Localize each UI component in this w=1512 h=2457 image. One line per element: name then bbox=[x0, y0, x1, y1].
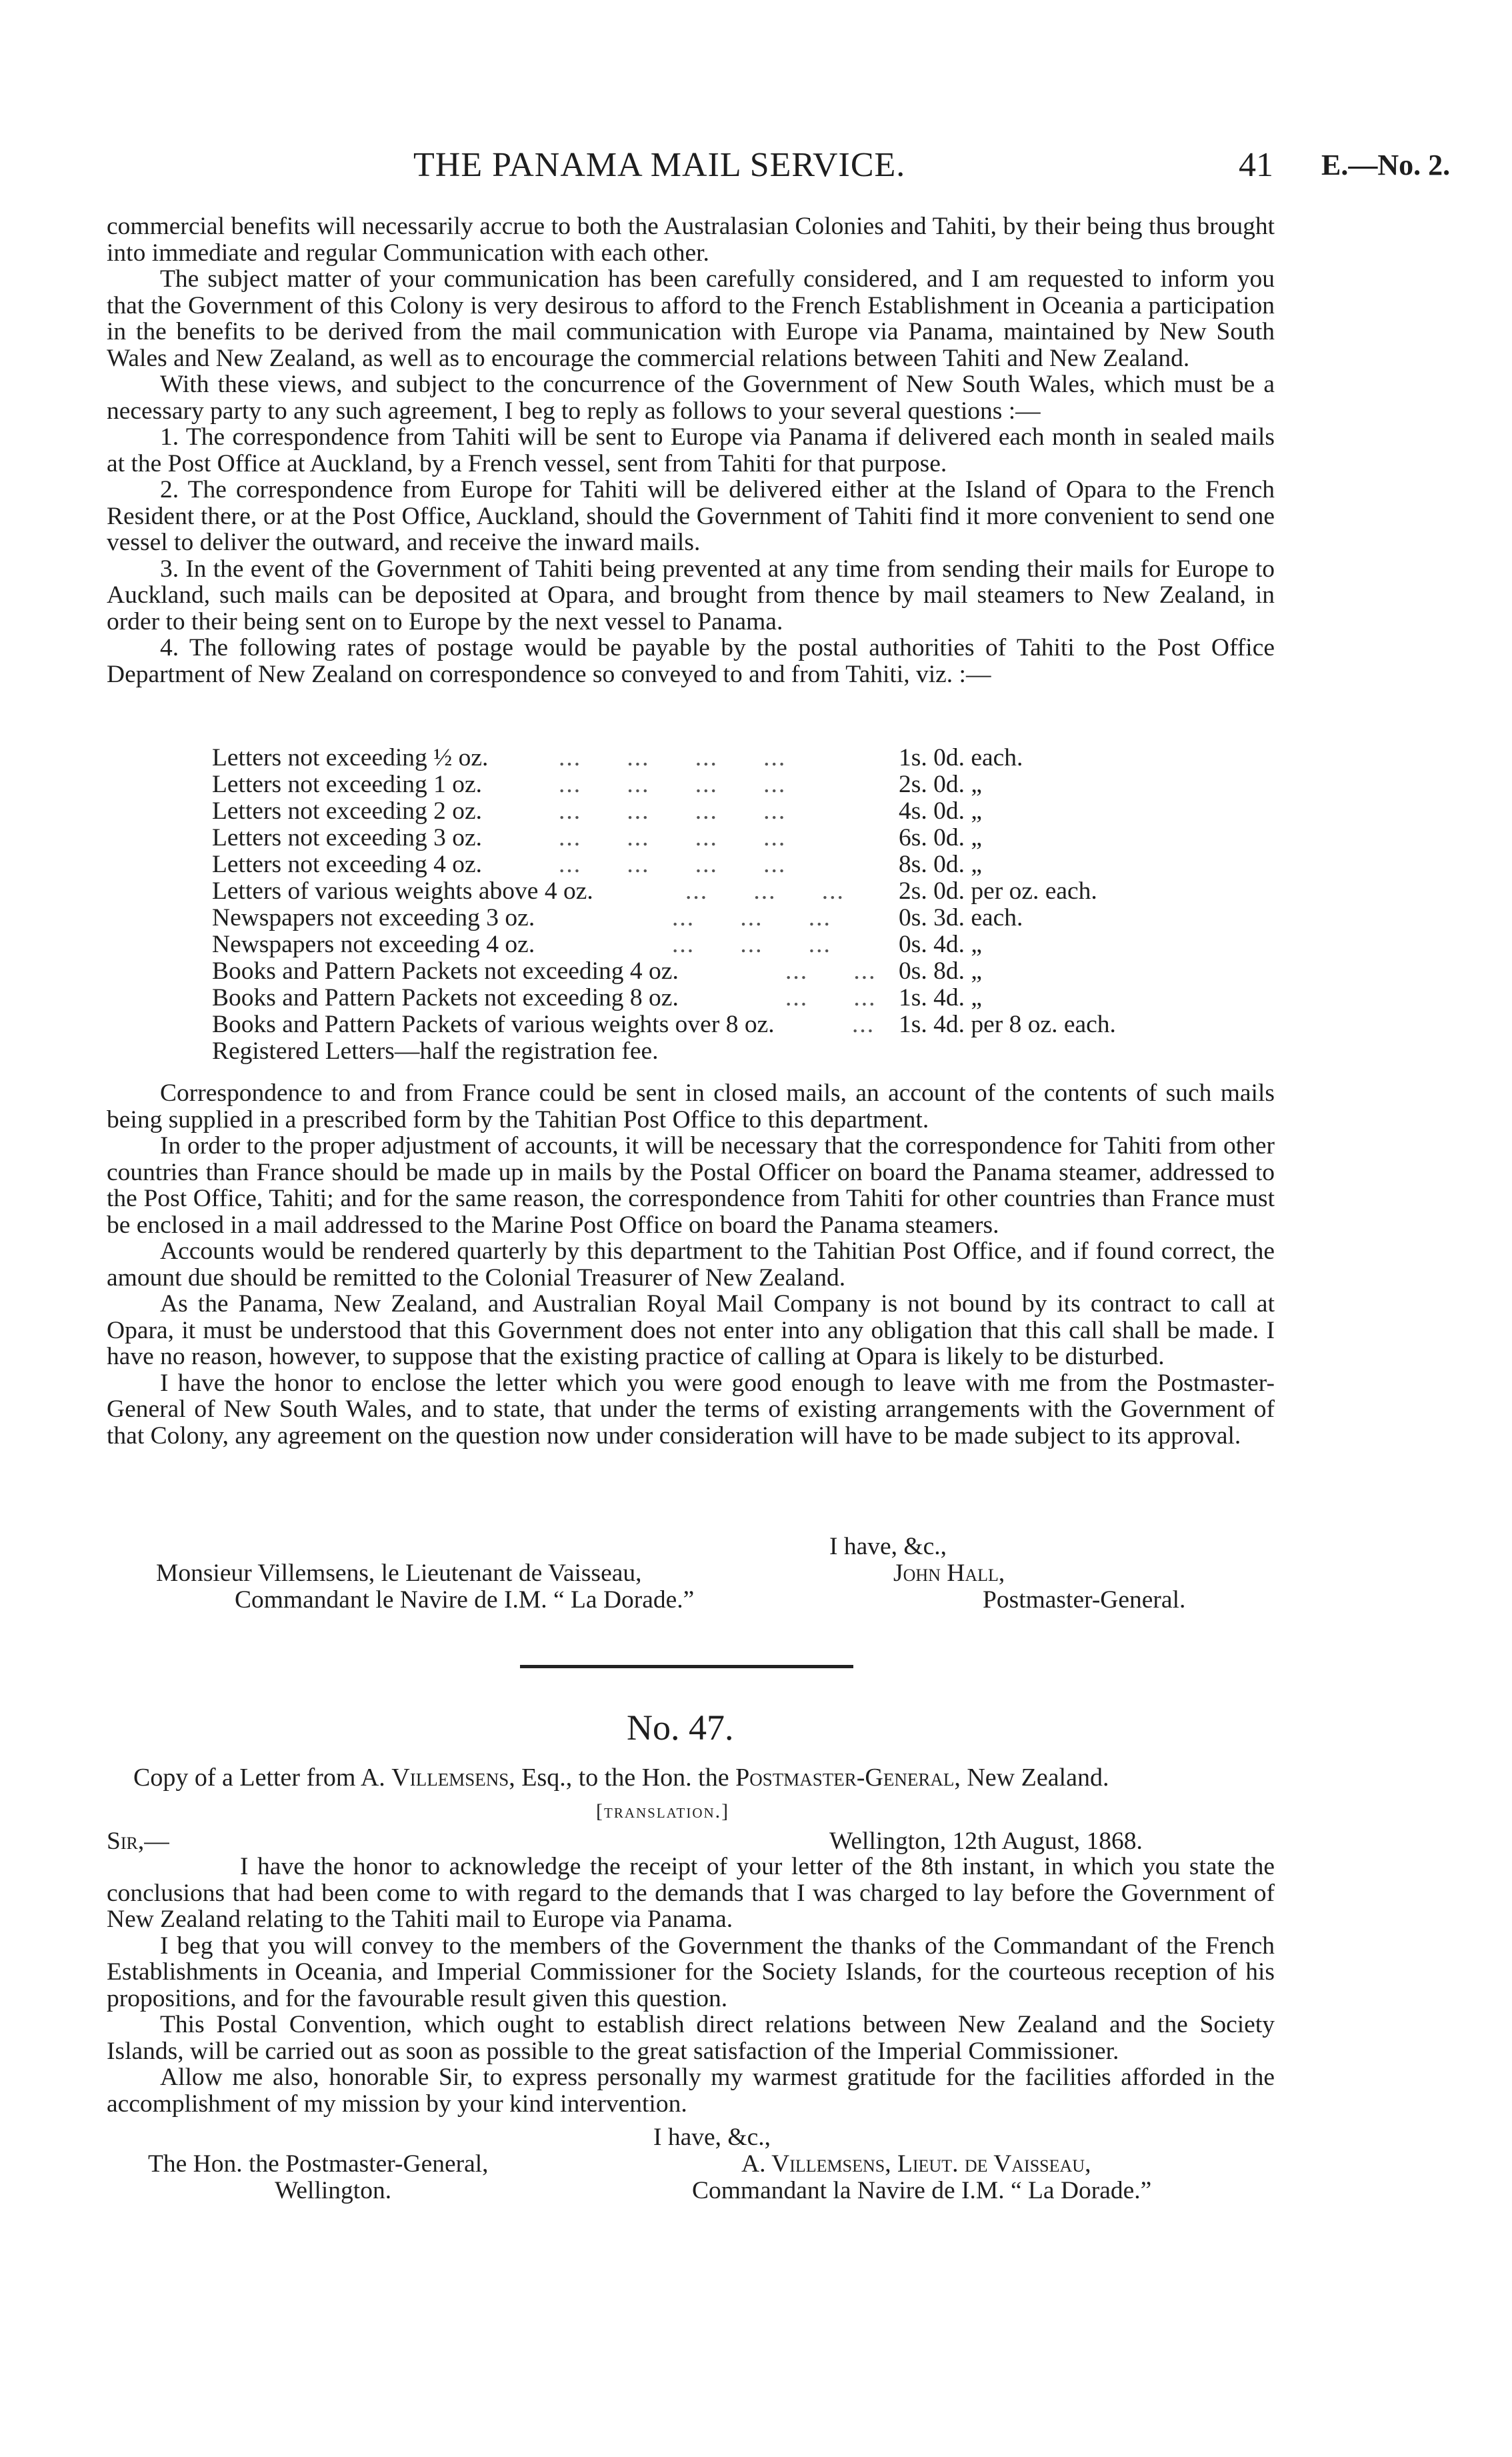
rate-item: Newspapers not exceeding 3 oz. bbox=[212, 904, 535, 931]
paragraph-question-3: 3. In the event of the Government of Tahiti being prevented at any time from sending their mails for Europe to Auckland, such mails can be deposited at Opara, and brought from thence by mail steamers to New Zealand, in order to their being sent on to Europe by the next vessel to Panama. bbox=[107, 555, 1275, 635]
rate-price: 1s. 4d. „ bbox=[899, 984, 982, 1011]
leader-dots: ... ... bbox=[785, 984, 877, 1011]
letter46-body-bottom bbox=[107, 1080, 1275, 1449]
paragraph: In order to the proper adjustment of accounts, it will be necessary that the correspondence for Tahiti from other countries than France should be made up in mails by the Postal Officer on board the Panama steamer, addressed to the Post Office, Tahiti; and for the same reason, the correspondence from Tahiti for other countries than France must be enclosed in a mail addressed to the Marine Post Office on board the Panama steamers. bbox=[107, 1132, 1275, 1239]
letter-number: No. 47. bbox=[627, 1708, 734, 1748]
paragraph-question-4: 4. The following rates of postage would be payable by the postal authorities of Tahiti to the Post Office Department of New Zealand on correspondence so conveyed to and from Tahiti, viz. :— bbox=[107, 634, 1275, 688]
salutation: Sir,— bbox=[107, 1828, 169, 1855]
rate-price: 0s. 8d. „ bbox=[899, 957, 982, 985]
rate-item: Registered Letters—half the registration fee. bbox=[212, 1037, 659, 1065]
rate-price: 0s. 3d. each. bbox=[899, 904, 1023, 931]
paragraph: The subject matter of your communication has been carefully considered, and I am requested to inform you that the Government of this Colony is very desirous to afford to the French Establishment in Oceania a participation in the benefits to be derived from the mail communication with Europe via Panama, maintained by New South Wales and New Zealand, as well as to encourage the commercial relations between Tahiti and New Zealand. bbox=[107, 265, 1275, 372]
leader-dots: ... ... ... bbox=[672, 931, 831, 958]
leader-dots: ... ... ... bbox=[685, 877, 845, 905]
leader-dots: ... ... ... ... bbox=[559, 824, 787, 851]
rate-item: Letters not exceeding ½ oz. bbox=[212, 744, 489, 771]
rate-row bbox=[212, 823, 1212, 850]
rate-item: Books and Pattern Packets not exceeding 8 oz. bbox=[212, 984, 679, 1011]
rate-row bbox=[212, 770, 1212, 797]
rate-price: 1s. 0d. each. bbox=[899, 744, 1023, 771]
paragraph-question-1: 1. The correspondence from Tahiti will be sent to Europe via Panama if delivered each month in sealed mails at the Post Office at Auckland, by a French vessel, sent from Tahiti for that purpose. bbox=[107, 423, 1275, 477]
letter46-body-top bbox=[107, 213, 1275, 687]
rate-price: 2s. 0d. „ bbox=[899, 771, 982, 798]
signature-name: John Hall, bbox=[893, 1560, 1005, 1587]
leader-dots: ... ... ... bbox=[672, 904, 831, 931]
rate-item: Newspapers not exceeding 4 oz. bbox=[212, 931, 535, 958]
closing: I have, &c., bbox=[829, 1533, 947, 1560]
addressee-line: Monsieur Villemsens, le Lieutenant de Vaisseau, bbox=[156, 1560, 642, 1587]
postage-rates-table bbox=[212, 743, 1212, 1063]
signature-line: Commandant la Navire de I.M. “ La Dorade.” bbox=[692, 2177, 1152, 2204]
leader-dots: ... ... bbox=[785, 957, 877, 985]
paragraph: I have the honor to acknowledge the receipt of your letter of the 8th instant, in which you state the conclusions that had been come to with regard to the demands that I was charged to lay before the Government of New Zealand relating to the Tahiti mail to Europe via Panama. bbox=[107, 1853, 1275, 1933]
addressee-line: Commandant le Navire de I.M. “ La Dorade.” bbox=[235, 1586, 695, 1614]
rate-row bbox=[212, 797, 1212, 823]
signature-line: A. Villemsens, Lieut. de Vaisseau, bbox=[741, 2150, 1091, 2178]
heading-office: Postmaster-General, bbox=[735, 1764, 961, 1792]
rate-price: 2s. 0d. per oz. each. bbox=[899, 877, 1097, 905]
rate-row bbox=[212, 957, 1212, 983]
paragraph: I have the honor to enclose the letter which you were good enough to leave with me from the Postmaster-General of New South Wales, and to state, that under the terms of existing arrangements with the Government of that Colony, any agreement on the question now under consideration will have to be made subject to its approval. bbox=[107, 1369, 1275, 1450]
paragraph: This Postal Convention, which ought to establish direct relations between New Zealand and the Society Islands, will be carried out as soon as possible to the great satisfaction of the Imperial Commissioner. bbox=[107, 2011, 1275, 2065]
rate-price: 8s. 0d. „ bbox=[899, 851, 982, 878]
heading-text: Copy of a Letter from A. bbox=[133, 1764, 385, 1792]
document-code: E.—No. 2. bbox=[1321, 149, 1451, 181]
paragraph: I beg that you will convey to the members of the Government the thanks of the Commandant of the French Establishments in Oceania, and Imperial Commissioner for the Society Islands, for the courteous reception of his propositions, and for the favourable result given this question. bbox=[107, 1932, 1275, 2012]
signature-title: Postmaster-General. bbox=[983, 1586, 1186, 1614]
heading-name: Villemsens, bbox=[391, 1764, 515, 1792]
leader-dots: ... ... ... ... bbox=[559, 851, 787, 878]
running-title: THE PANAMA MAIL SERVICE. bbox=[413, 146, 906, 184]
date-line: Wellington, 12th August, 1868. bbox=[829, 1828, 1143, 1855]
rate-item: Letters not exceeding 4 oz. bbox=[212, 851, 483, 878]
rate-item: Letters not exceeding 1 oz. bbox=[212, 771, 483, 798]
letter47-body bbox=[107, 1854, 1275, 2117]
rate-item: Letters not exceeding 3 oz. bbox=[212, 824, 483, 851]
page-number: 41 bbox=[1239, 146, 1273, 184]
paragraph: commercial benefits will necessarily accrue to both the Australasian Colonies and Tahiti, by their being thus brought into immediate and regular Communication with each other. bbox=[107, 213, 1275, 267]
rate-row bbox=[212, 1010, 1212, 1037]
rate-row bbox=[212, 983, 1212, 1010]
paragraph: Accounts would be rendered quarterly by this department to the Tahitian Post Office, and if found correct, the amount due should be remitted to the Colonial Treasurer of New Zealand. bbox=[107, 1238, 1275, 1292]
leader-dots: ... bbox=[852, 1011, 875, 1038]
leader-dots: ... ... ... ... bbox=[559, 744, 787, 771]
rate-item: Letters not exceeding 2 oz. bbox=[212, 797, 483, 825]
paragraph: As the Panama, New Zealand, and Australian Royal Mail Company is not bound by its contract to call at Opara, it must be understood that this Government does not enter into any obligation that this call shall be made. I have no reason, however, to suppose that the existing practice of calling at Opara is likely to be disturbed. bbox=[107, 1290, 1275, 1370]
leader-dots: ... ... ... ... bbox=[559, 771, 787, 798]
rate-item: Books and Pattern Packets not exceeding 4 oz. bbox=[212, 957, 679, 985]
leader-dots: ... ... ... ... bbox=[559, 797, 787, 825]
paragraph: Correspondence to and from France could be sent in closed mails, an account of the contents of such mails being supplied in a prescribed form by the Tahitian Post Office to this department. bbox=[107, 1079, 1275, 1133]
addressee-line: The Hon. the Postmaster-General, bbox=[148, 2150, 489, 2178]
rate-price: 0s. 4d. „ bbox=[899, 931, 982, 958]
section-divider bbox=[520, 1665, 853, 1668]
rate-row bbox=[212, 930, 1212, 957]
paragraph: With these views, and subject to the concurrence of the Government of New South Wales, which must be a necessary party to any such agreement, I beg to reply as follows to your several questions :— bbox=[107, 371, 1275, 425]
heading-text: Esq., to the Hon. the bbox=[521, 1764, 729, 1792]
paragraph: Allow me also, honorable Sir, to express personally my warmest gratitude for the facilities afforded in the accomplishment of my mission by your kind intervention. bbox=[107, 2064, 1275, 2118]
translation-note: [translation.] bbox=[596, 1800, 730, 1822]
heading-text: New Zealand. bbox=[967, 1764, 1109, 1792]
rate-price: 6s. 0d. „ bbox=[899, 824, 982, 851]
rate-item: Books and Pattern Packets of various weights over 8 oz. bbox=[212, 1011, 775, 1038]
closing: I have, &c., bbox=[653, 2124, 771, 2151]
letter-heading bbox=[133, 1763, 1109, 1792]
rate-price: 1s. 4d. per 8 oz. each. bbox=[899, 1011, 1116, 1038]
rate-price: 4s. 0d. „ bbox=[899, 797, 982, 825]
rate-row bbox=[212, 903, 1212, 930]
addressee-line: Wellington. bbox=[275, 2177, 392, 2204]
rate-item: Letters of various weights above 4 oz. bbox=[212, 877, 593, 905]
rate-row bbox=[212, 877, 1212, 903]
rate-row bbox=[212, 743, 1212, 770]
rate-row bbox=[212, 1037, 1212, 1063]
rate-row bbox=[212, 850, 1212, 877]
paragraph-question-2: 2. The correspondence from Europe for Tahiti will be delivered either at the Island of Opara to the French Resident there, or at the Post Office, Auckland, should the Government of Tahiti find it more convenient to send one vessel to deliver the outward, and receive the inward mails. bbox=[107, 476, 1275, 556]
